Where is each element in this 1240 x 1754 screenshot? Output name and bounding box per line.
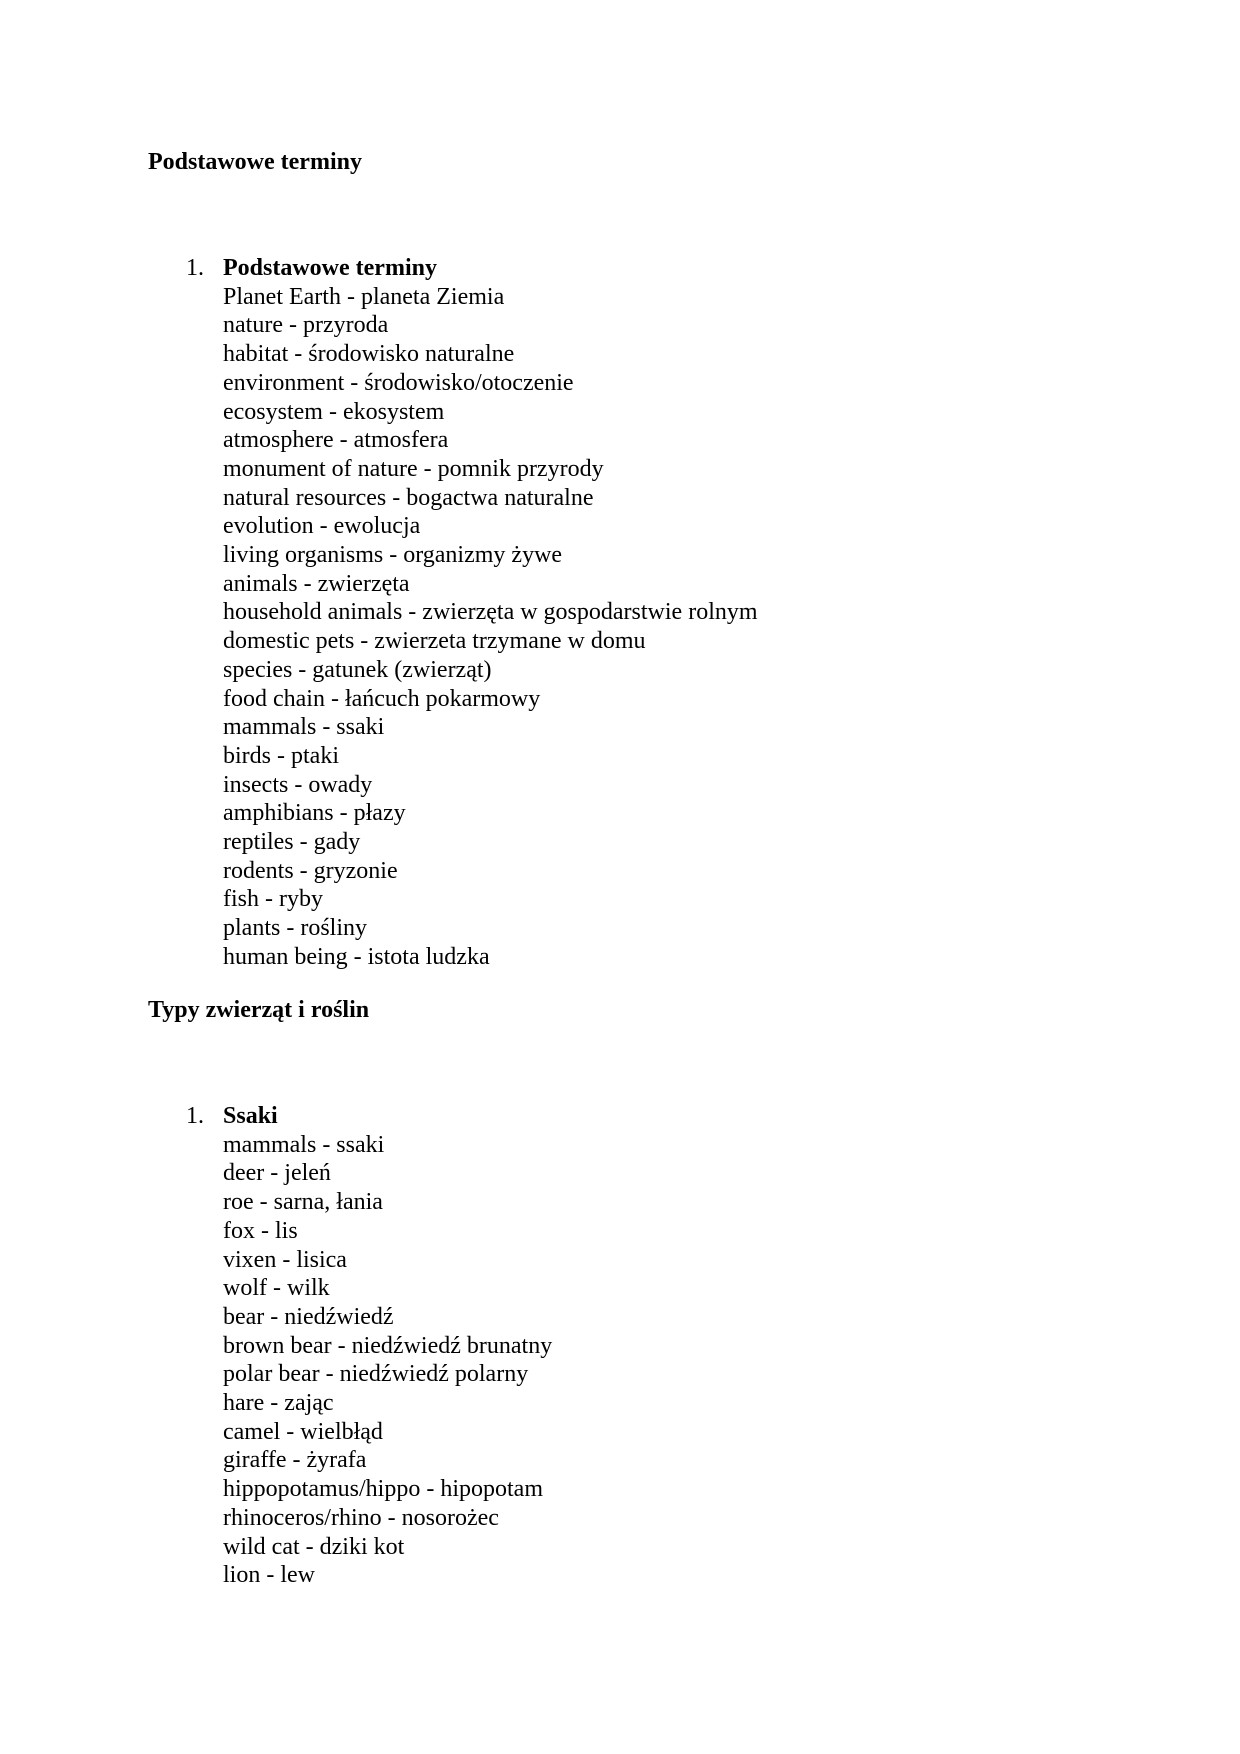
list-number: 1.	[186, 1103, 204, 1129]
term-item: insects - owady	[223, 771, 373, 798]
term-item: ecosystem - ekosystem	[223, 398, 445, 425]
term-list	[223, 1131, 1123, 1590]
term-item: animals - zwierzęta	[223, 570, 410, 597]
section-heading-basic-terms: Podstawowe terminy	[148, 149, 362, 175]
term-item: birds - ptaki	[223, 742, 339, 769]
term-item: monument of nature - pomnik przyrody	[223, 455, 604, 482]
term-item: mammals - ssaki	[223, 714, 385, 741]
term-item: human being - istota ludzka	[223, 943, 490, 970]
term-list	[223, 283, 1123, 972]
term-item: bear - niedźwiedź	[223, 1303, 394, 1330]
term-item: plants - rośliny	[223, 915, 367, 942]
term-item: roe - sarna, łania	[223, 1189, 383, 1216]
term-item: amphibians - płazy	[223, 800, 406, 827]
list-title: Podstawowe terminy	[223, 255, 437, 281]
term-item: mammals - ssaki	[223, 1131, 385, 1158]
term-item: living organisms - organizmy żywe	[223, 542, 563, 569]
term-item: lion - lew	[223, 1562, 315, 1589]
section-heading-animal-types: Typy zwierząt i roślin	[148, 997, 370, 1023]
term-item: hippopotamus/hippo - hipopotam	[223, 1476, 543, 1503]
term-item: wild cat - dziki kot	[223, 1533, 405, 1560]
list-content	[223, 254, 1123, 972]
term-item: reptiles - gady	[223, 829, 361, 856]
term-item: household animals - zwierzęta w gospodarstwie rolnym	[223, 599, 758, 626]
term-item: natural resources - bogactwa naturalne	[223, 484, 594, 511]
term-item: wolf - wilk	[223, 1275, 330, 1302]
term-item: deer - jeleń	[223, 1160, 331, 1187]
term-item: fish - ryby	[223, 886, 323, 913]
term-item: rhinoceros/rhino - nosorożec	[223, 1504, 499, 1531]
term-item: food chain - łańcuch pokarmowy	[223, 685, 541, 712]
term-item: brown bear - niedźwiedź brunatny	[223, 1332, 553, 1359]
list-number: 1.	[186, 255, 204, 281]
term-item: Planet Earth - planeta Ziemia	[223, 283, 505, 310]
term-item: environment - środowisko/otoczenie	[223, 369, 574, 396]
term-item: camel - wielbłąd	[223, 1418, 383, 1445]
term-item: nature - przyroda	[223, 312, 389, 339]
term-item: hare - zając	[223, 1390, 334, 1417]
term-item: species - gatunek (zwierząt)	[223, 656, 492, 683]
list-content	[223, 1102, 1123, 1590]
term-item: domestic pets - zwierzeta trzymane w domu	[223, 628, 646, 655]
term-item: fox - lis	[223, 1217, 298, 1244]
list-title: Ssaki	[223, 1103, 278, 1129]
term-item: atmosphere - atmosfera	[223, 427, 449, 454]
term-item: habitat - środowisko naturalne	[223, 341, 515, 368]
term-item: evolution - ewolucja	[223, 513, 421, 540]
term-item: giraffe - żyrafa	[223, 1447, 367, 1474]
term-item: vixen - lisica	[223, 1246, 347, 1273]
term-item: rodents - gryzonie	[223, 857, 398, 884]
term-item: polar bear - niedźwiedź polarny	[223, 1361, 529, 1388]
